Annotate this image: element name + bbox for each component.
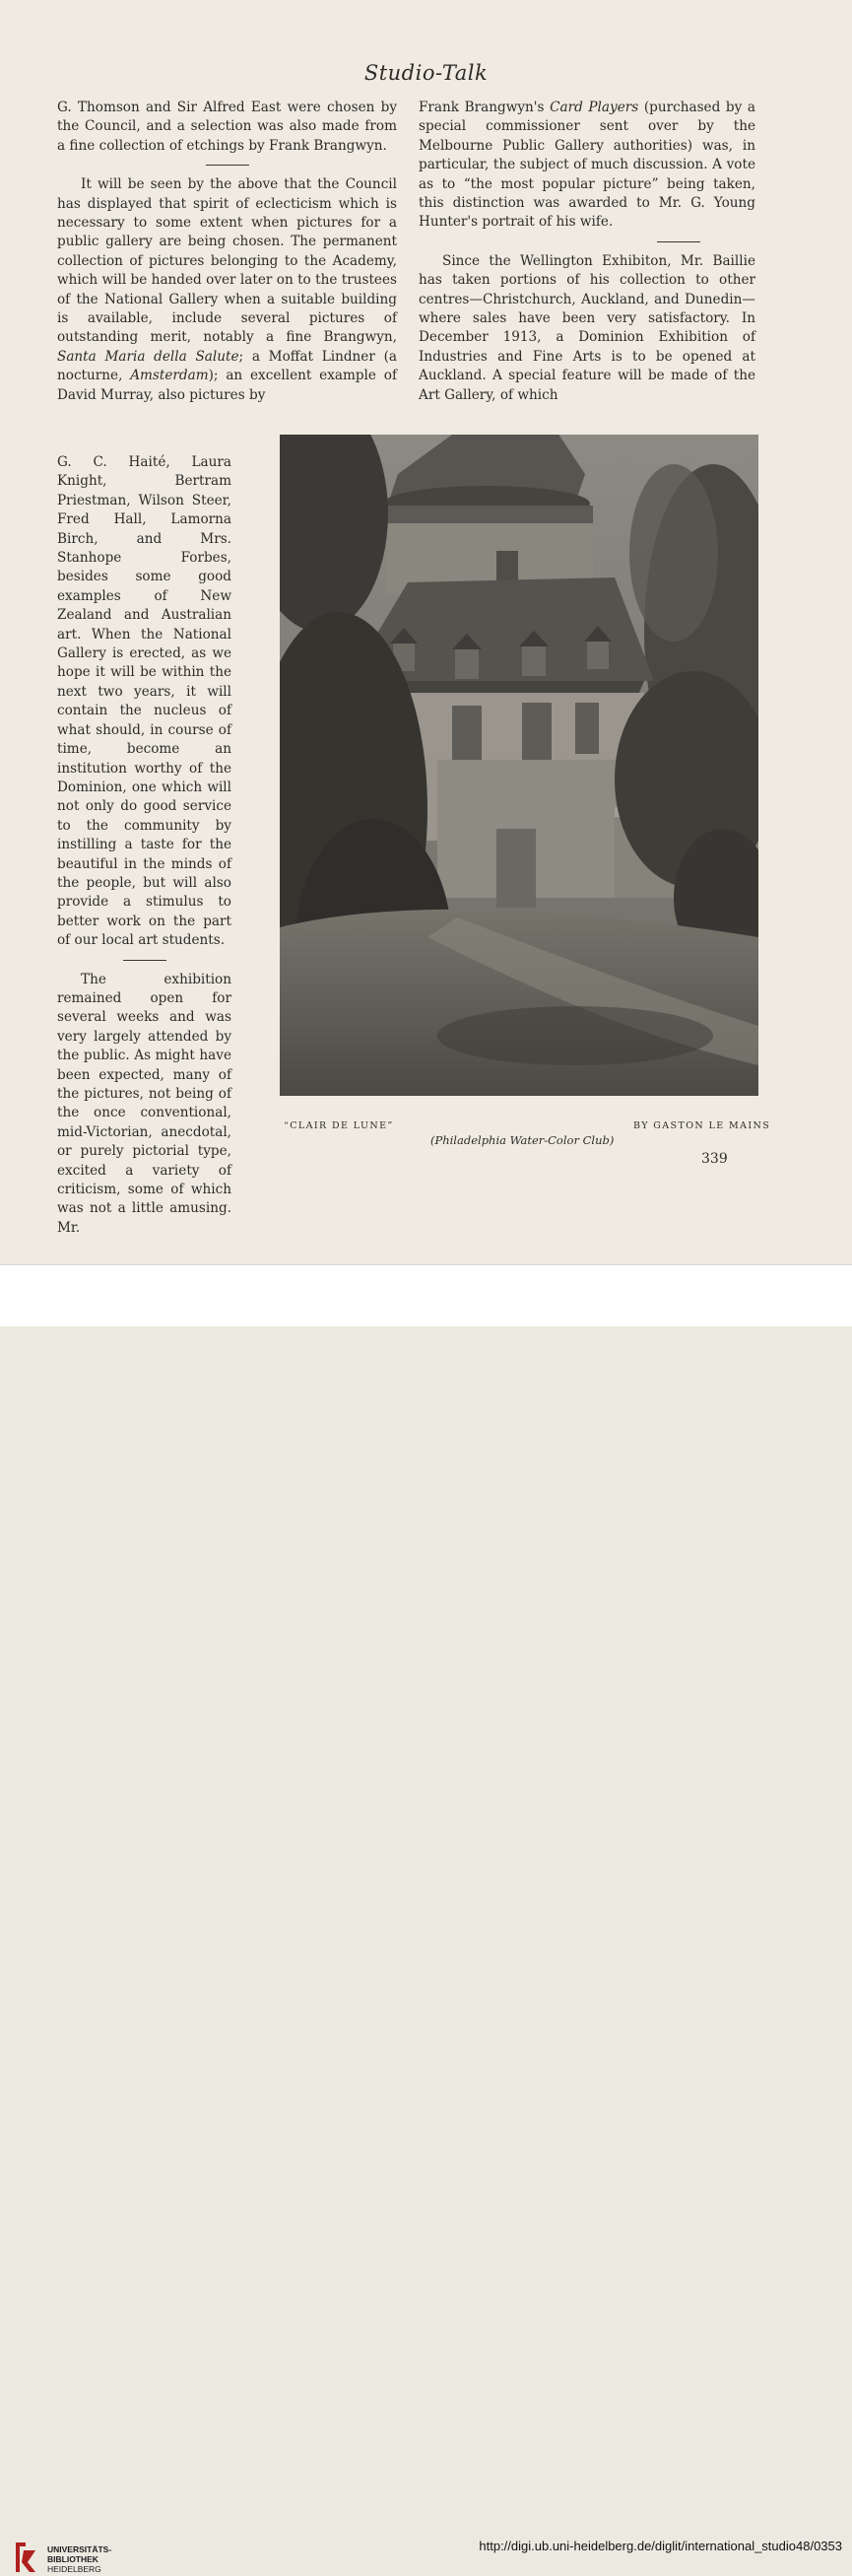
figure-caption-title: “CLAIR DE LUNE” — [284, 1120, 394, 1131]
page-number: 339 — [701, 1151, 728, 1167]
library-name: UNIVERSITÄTS- BIBLIOTHEK HEIDELBERG — [47, 2544, 112, 2574]
source-url-link[interactable]: http://digi.ub.uni-heidelberg.de/diglit/international_studio48/0353 — [479, 2539, 842, 2553]
digitization-footer — [0, 1264, 852, 2574]
painting-title: Santa Maria della Salute — [57, 348, 239, 365]
right-paragraph-2: Since the Wellington Exhibiton, Mr. Baillie has taken portions of his collection to other centres—Christchurch, Auckland, and Dunedin—where sales have been very satisfactory. In December 1913, a Dominion Exhibition of Industries and Fine Arts is to be opened at Auckland. A special feature will be made of the Art Gallery, of which — [419, 252, 755, 403]
left-paragraph-3: The exhibition remained open for several weeks and was very largely attended by the public. As might have been expected, many of the pictures, not being of the once conventional, mid-Victorian, anecdotal, or purely pictorial type, excited a variety of criticism, some of which was not a little amusing. Mr. — [57, 971, 231, 1236]
figure-caption-credit: (Philadelphia Water-Color Club) — [430, 1133, 615, 1147]
university-library-logo-icon — [10, 2539, 41, 2576]
running-head: Studio-Talk — [363, 61, 489, 85]
left-paragraph-1: G. Thomson and Sir Alfred East were chosen by the Council, and a selection was also made from a fine collection of etchings by Frank Brangwyn. — [57, 100, 397, 154]
left-column-full-width — [57, 99, 397, 405]
chateau-painting — [280, 435, 758, 1096]
left-paragraph-2: It will be seen by the above that the Council has displayed that spirit of eclecticism which is necessary to some extent when pictures for a public gallery are being chosen. The permanent collection of pictures belonging to the Academy, which will be handed over later on to the trustees of the National Gallery when a suitable building is available, include several pictures of outstanding merit, notably a fine Brangwyn, Santa Maria della Salute; a Moffat Lindner (a nocturne, Amsterdam); an excellent example of David Murray, also pictures by — [57, 176, 397, 403]
scanned-page — [0, 0, 852, 1264]
left-paragraph-2-continued: G. C. Haité, Laura Knight, Bertram Priestman, Wilson Steer, Fred Hall, Lamorna Birch, and Mrs. Stanhope Forbes, besides some good examples of New Zealand and Australian art. When the National Gallery is erected, as we hope it will be within the next two years, it will contain the nucleus of what should, in course of time, become an institution worthy of the Dominion, one which will not only do good service to the community by instilling a taste for the beautiful in the minds of the people, but will also provide a stimulus to better work on the part of our local art students. — [57, 454, 231, 949]
section-divider — [206, 165, 249, 166]
left-column-narrow — [57, 453, 231, 1238]
painting-title: Card Players — [550, 100, 639, 115]
figure-caption-artist: BY GASTON LE MAINS — [633, 1120, 771, 1131]
section-divider — [657, 241, 700, 242]
painting-title: Amsterdam — [130, 368, 209, 384]
right-column — [419, 99, 755, 405]
section-divider — [123, 960, 166, 961]
painting-illustration — [280, 435, 758, 1096]
right-paragraph-1: Frank Brangwyn's Card Players (purchased by a special commissioner sent over by the Melbourne Public Gallery authorities) was, in particular, the subject of much discussion. A vote as to “the most popular picture” being taken, this distinction was awarded to Mr. G. Young Hunter's portrait of his wife. — [419, 100, 755, 231]
